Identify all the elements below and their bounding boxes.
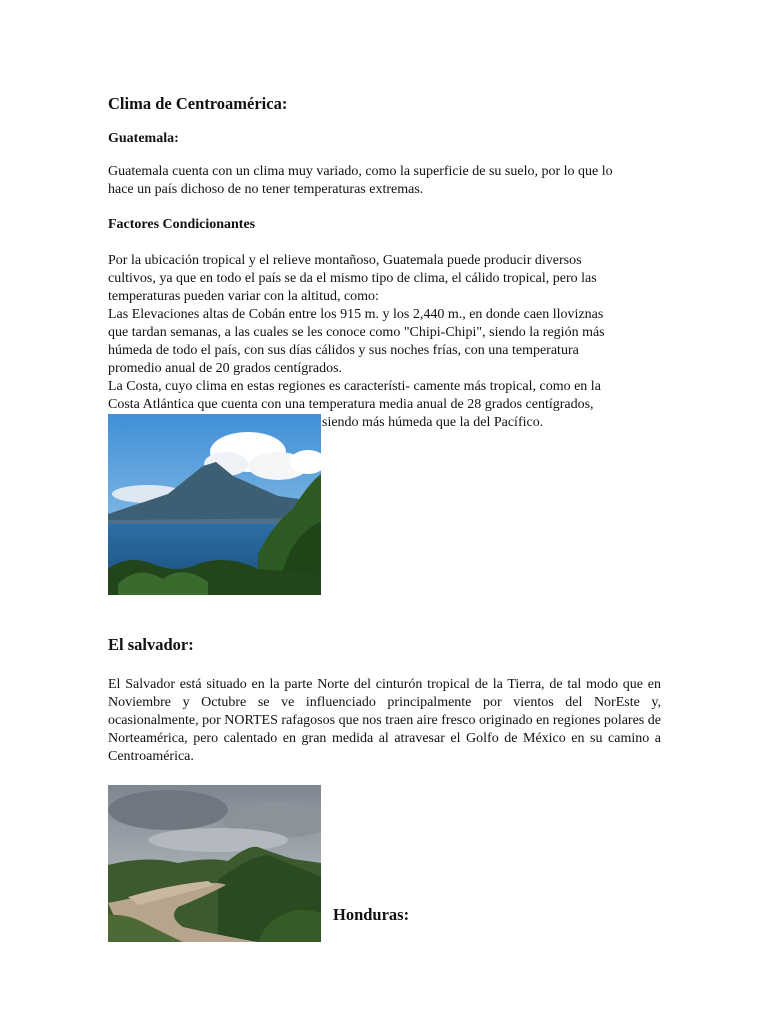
guatemala-body: [108, 252, 605, 414]
text-line: La Costa, cuyo clima en estas regiones es característi- camente más tropical, como en la: [108, 379, 601, 394]
text-line: cultivos, ya que en todo el país se da el mismo tipo de clima, el cálido tropical, pero las: [108, 271, 597, 286]
text-line: Las Elevaciones altas de Cobán entre los 915 m. y los 2,440 m., en donde caen lloviznas: [108, 307, 604, 322]
text-line: hace un país dichoso de no tener temperaturas extremas.: [108, 182, 424, 197]
document-title: Clima de Centroamérica:: [108, 94, 288, 113]
el-salvador-heading: El salvador:: [108, 635, 194, 654]
guatemala-intro: [108, 163, 613, 199]
text-line: Por la ubicación tropical y el relieve montañoso, Guatemala puede producir diversos: [108, 253, 582, 268]
text-line: Costa Atlántica que cuenta con una temperatura media anual de 28 grados centígrados,: [108, 397, 594, 412]
guatemala-heading: Guatemala:: [108, 131, 179, 146]
after-image-line: siendo más húmeda que la del Pacífico.: [322, 415, 544, 430]
lake-volcano-photo: [108, 414, 321, 595]
text-line: húmeda de todo el país, con sus días cálidos y sus noches frías, con una temperatura: [108, 343, 579, 358]
el-salvador-paragraph: El Salvador está situado en la parte Norte del cinturón tropical de la Tierra, de tal modo que en Noviembre y Octubre se ve influenciado principalmente por vientos del NorEste y, ocasionalmente, por NORTES rafagosos que nos traen aire fresco originado en regiones polares de Norteamérica, pero calentado en gran medida al atravesar el Golfo de México en su camino a Centroamérica.: [108, 677, 661, 764]
text-line: Guatemala cuenta con un clima muy variado, como la superficie de su suelo, por lo que lo: [108, 164, 613, 179]
text-line: temperaturas pueden variar con la altitud, como:: [108, 289, 379, 304]
text-line: que tardan semanas, a las cuales se les conoce como "Chipi-Chipi", siendo la región más: [108, 325, 605, 340]
factors-heading: Factores Condicionantes: [108, 217, 256, 232]
text-line: promedio anual de 20 grados centígrados.: [108, 361, 343, 376]
honduras-heading: Honduras:: [333, 905, 410, 924]
river-valley-photo: [108, 785, 321, 942]
